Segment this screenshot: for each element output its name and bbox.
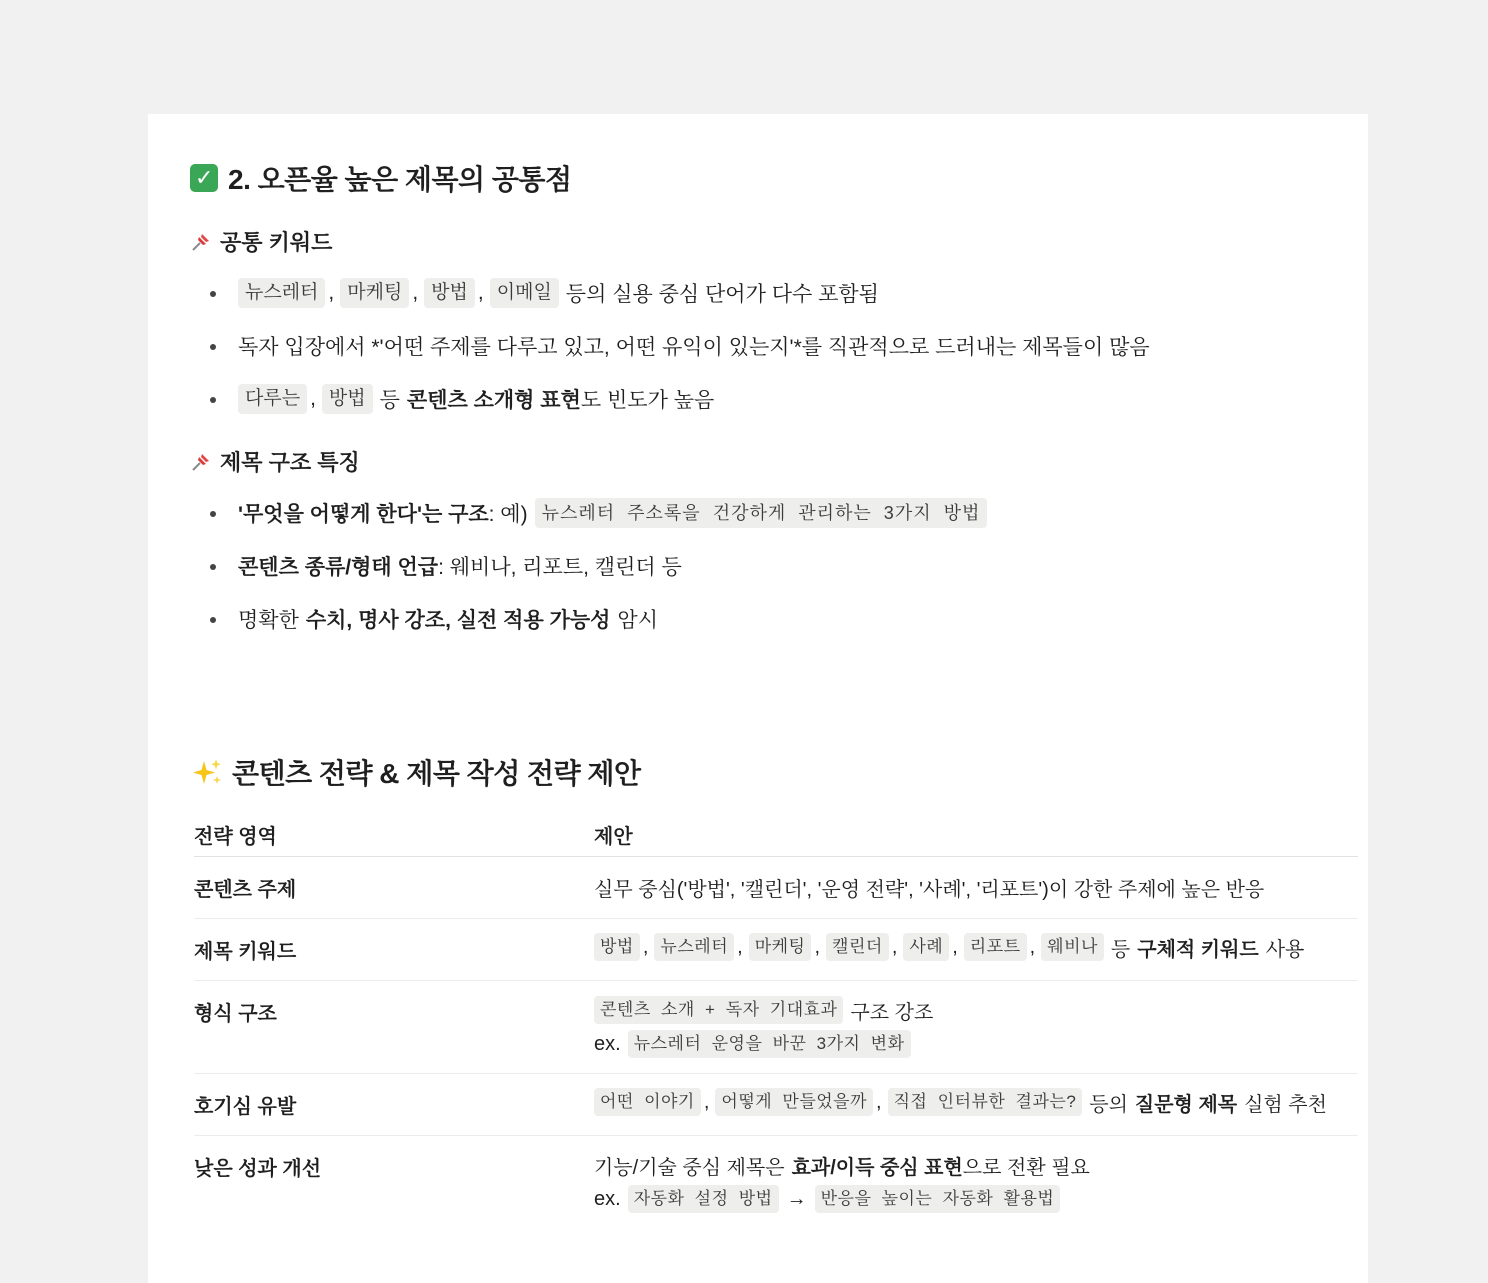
section2-heading: ✓ 2. 오픈율 높은 제목의 공통점 bbox=[190, 158, 572, 198]
inline-code: 자동화 설정 방법 bbox=[628, 1185, 779, 1213]
table-row bbox=[194, 1074, 1358, 1136]
table-row bbox=[194, 981, 1358, 1074]
inline-code: 웨비나 bbox=[1041, 933, 1104, 961]
list-item: 명확한 수치, 명사 강조, 실전 적용 가능성 암시 bbox=[190, 602, 658, 636]
inline-code: 마케팅 bbox=[340, 278, 409, 308]
list-item: 독자 입장에서 *'어떤 주제를 다루고 있고, 어떤 유익이 있는지'*를 직관적으로 드러내는 제목들이 많음 bbox=[190, 329, 1150, 363]
inline-code: 방법 bbox=[594, 933, 640, 961]
inline-code: 어떤 이야기 bbox=[594, 1088, 701, 1116]
list-item: 다루는 , 방법 등 콘텐츠 소개형 표현 도 빈도가 높음 bbox=[190, 382, 714, 416]
list-item: 콘텐츠 종류/형태 언급 : 웨비나, 리포트, 캘린더 등 bbox=[190, 549, 682, 583]
inline-code: 뉴스레터 주소록을 건강하게 관리하는 3가지 방법 bbox=[535, 498, 988, 528]
inline-code: 뉴스레터 bbox=[654, 933, 734, 961]
inline-code: 마케팅 bbox=[749, 933, 812, 961]
sparkles-icon bbox=[190, 757, 224, 787]
inline-code: 뉴스레터 운영을 바꾼 3가지 변화 bbox=[628, 1030, 911, 1058]
document-page bbox=[148, 114, 1368, 1283]
table-row bbox=[194, 1136, 1358, 1229]
row-value: 기능/기술 중심 제목은 효과/이득 중심 표현 으로 전환 필요 bbox=[594, 1156, 1090, 1179]
check-mark-icon: ✓ bbox=[190, 164, 218, 192]
strategy-heading: 콘텐츠 전략 & 제목 작성 전략 제안 bbox=[190, 752, 641, 792]
row-key: 형식 구조 bbox=[194, 1003, 277, 1025]
list-item: 뉴스레터 , 마케팅 , 방법 , 이메일 등의 실용 중심 단어가 다수 포함됨 bbox=[190, 276, 879, 310]
inline-code: 다루는 bbox=[238, 384, 307, 414]
inline-code: 반응을 높이는 자동화 활용법 bbox=[815, 1185, 1061, 1213]
strategy-table bbox=[194, 812, 1358, 1228]
row-key: 콘텐츠 주제 bbox=[194, 879, 297, 901]
inline-code: 사례 bbox=[903, 933, 949, 961]
row-value: 방법 , 뉴스레터 , 마케팅 , 캘린더 , 사례 , 리포트 , 웨비나 등 구체적 키워드 사용 bbox=[594, 930, 1358, 964]
row-key: 호기심 유발 bbox=[194, 1096, 297, 1118]
table-row bbox=[194, 919, 1358, 981]
pushpin-icon bbox=[190, 231, 212, 253]
inline-code: 캘린더 bbox=[826, 933, 889, 961]
row-example: ex. 뉴스레터 운영을 바꾼 3가지 변화 bbox=[594, 1027, 1358, 1061]
row-key: 제목 키워드 bbox=[194, 941, 297, 963]
inline-code: 이메일 bbox=[490, 278, 559, 308]
row-key: 낮은 성과 개선 bbox=[194, 1158, 322, 1180]
structure-heading: 제목 구조 특징 bbox=[190, 446, 360, 477]
row-value: 어떤 이야기 , 어떻게 만들었을까 , 직접 인터뷰한 결과는? 등의 질문형 제목 실험 추천 bbox=[594, 1085, 1358, 1119]
column-header-suggestion: 제안 bbox=[594, 825, 633, 848]
inline-code: 방법 bbox=[424, 278, 475, 308]
inline-code: 직접 인터뷰한 결과는? bbox=[888, 1088, 1083, 1116]
inline-code: 어떻게 만들었을까 bbox=[715, 1088, 873, 1116]
table-row bbox=[194, 857, 1358, 919]
row-example: ex. 자동화 설정 방법 → 반응을 높이는 자동화 활용법 bbox=[594, 1182, 1358, 1216]
column-header-area: 전략 영역 bbox=[194, 825, 277, 848]
inline-code: 콘텐츠 소개 + 독자 기대효과 bbox=[594, 996, 843, 1024]
pushpin-icon bbox=[190, 451, 212, 473]
inline-code: 뉴스레터 bbox=[238, 278, 325, 308]
row-value: 콘텐츠 소개 + 독자 기대효과 구조 강조 bbox=[594, 993, 1358, 1027]
inline-code: 리포트 bbox=[964, 933, 1027, 961]
list-item: '무엇을 어떻게 한다'는 구조 : 예) 뉴스레터 주소록을 건강하게 관리하는 3가지 방법 bbox=[190, 496, 987, 530]
inline-code: 방법 bbox=[322, 384, 373, 414]
keywords-heading: 공통 키워드 bbox=[190, 226, 332, 257]
table-header-row bbox=[194, 812, 1358, 857]
row-value: 실무 중심('방법', '캘린더', '운영 전략', '사례', '리포트')이 강한 주제에 높은 반응 bbox=[594, 879, 1265, 901]
right-arrow-icon: → bbox=[786, 1187, 807, 1210]
